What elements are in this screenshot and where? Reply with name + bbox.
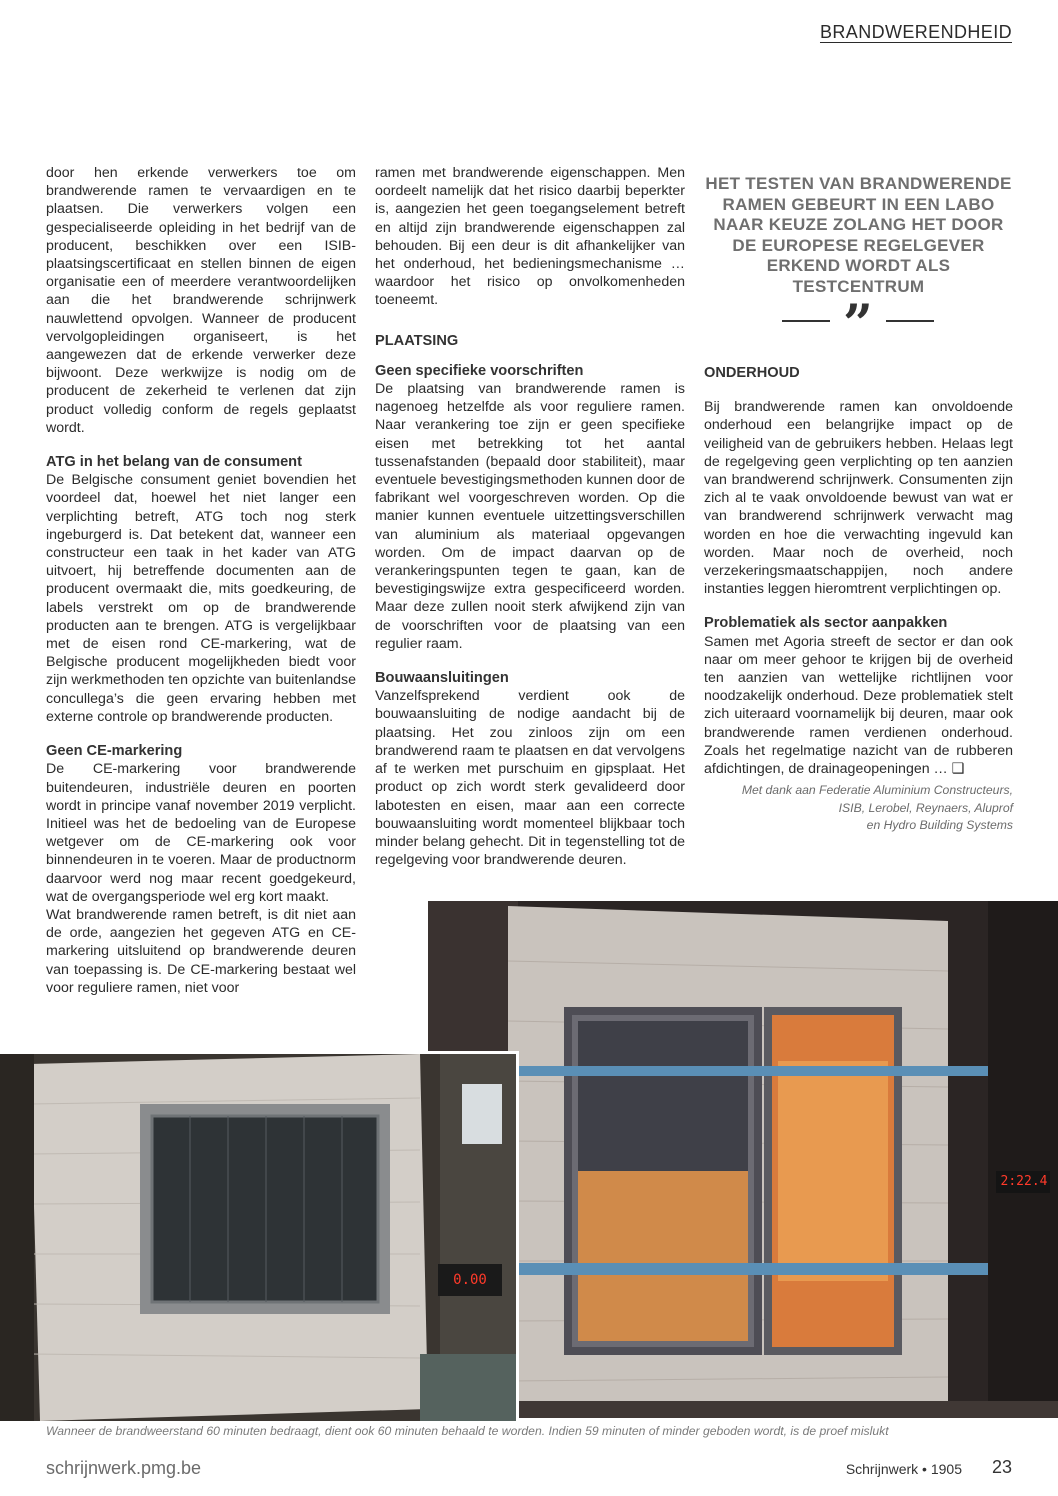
atg-heading: ATG in het belang van de consument	[46, 454, 302, 471]
quote-rule-right	[886, 320, 934, 322]
credits-line-3: en Hydro Building Systems	[866, 818, 1013, 833]
quote-rule-left	[782, 320, 830, 322]
photo-caption: Wanneer de brandweerstand 60 minuten bedraagt, dient ook 60 minuten behaald te worden. Indien 59 minuten of minder geboden wordt, is de proef mislukt	[46, 1424, 889, 1438]
onderhoud-heading: ONDERHOUD	[704, 365, 800, 381]
timer-right: 2:22.4	[1000, 1174, 1048, 1189]
section-tag: BRANDWERENDHEID	[819, 22, 1012, 42]
atg-text: De Belgische consument geniet bovendien het voordeel dat, hoewel het niet langer een verplichting betreft, ATG toch nog sterk ingeburgerd is. Dat betekent dat, wanneer een constructeur een taak in het kader van ATG uitvoert, hij betreffende documenten aan de producent overmaakt die, mits goedkeuring, de labels verstrekt om op de brandwerende producten aan te brengen. ATG is vergelijkbaar met de eisen rond CE-markering, wat de Belgische producent mogelijkheden biedt voor zijn werkmethoden ten opzichte van buitenlandse concullega’s die geen ervaring hebben met externe controle op brandwerende producten.	[46, 472, 356, 725]
page-number: 23	[991, 1457, 1012, 1477]
sector-heading: Problematiek als sector aanpakken	[704, 615, 948, 632]
credits	[704, 782, 1013, 835]
voorschriften-text: De plaatsing van brandwerende ramen is nagenoeg hetzelfde als voor reguliere ramen. Naar verankering toe zijn er geen specifieke eisen met betrekking tot het aantal tussenafstanden (bepaald door stabiliteit), maar eventuele bevestigingsmethoden kunnen door de fabrikant wel voorgeschreven worden. Op die manier kunnen eventuele uitzettingsverschillen van aluminium als materiaal opgevangen worden. Om de impact daarvan op de verankeringspunten tegen te gaan, kan de bevestigingswijze extra gespecificeerd worden. Maar deze zullen nooit sterk afwijkend zijn van de voorschriften voor de plaatsing van een regulier raam.	[375, 381, 685, 652]
sector-text: Samen met Agoria streeft de sector er dan ook naar om meer gehoor te krijgen bij de overheid ten aanzien van wettelijke richtlijnen voor noodzakelijk onderhoud. Deze problematiek stelt zich uiteraard voornamelijk bij deuren, maar ook brandwerende ramen verdienen onderhoud. Zoals het regelmatige nazicht van de rubberen afdichtingen, de drainageopeningen … ❑	[704, 633, 1013, 778]
col2-intro: ramen met brandwerende eigenschappen. Men oordeelt namelijk dat het risico daarbij beperkter is, aangezien het geen toegangselement betreft en altijd zijn brandwerende eigenschappen zal behouden. Bij een deur is dit afhankelijker van het onderhoud, het bedieningsmechanisme … waardoor het risico op onvolkomenheden toeneemt.	[375, 165, 685, 309]
photo-right-illustration	[428, 901, 1058, 1418]
credits-line-2: ISIB, Lerobel, Reynaers, Aluprof	[838, 800, 1013, 815]
bouwaansluitingen-text: Vanzelfsprekend verdient ook de bouwaansluiting de nodige aandacht bij de plaatsing. Het zou zinloos zijn om een brandwerend raam te plaatsen en dat vervolgens af te werken met purschuim en gipsplaat. Het product op zich wordt sterk gevalideerd door labotesten en eisen, maar aan een correcte bouwaansluiting wordt momenteel blijkbaar toch minder belang gehecht. Dit in tegenstelling tot de regelgeving voor brandwerende deuren.	[375, 688, 685, 869]
onderhoud-text: Bij brandwerende ramen kan onvoldoende onderhoud een belangrijke impact op de veiligheid van de gebruikers hebben. Helaas legt de regelgeving geen verplichting op ten aanzien van brandwerend schrijnwerk. Consumenten zijn zich al te vaak onvoldoende bewust van wat er van brandwerend schrijnwerk verwacht mag worden en hoe die verwachting ingevuld kan worden. Maar noch de overheid, noch verzekeringsmaatschappijen, noch andere instanties leggen hieromtrent verplichtingen op.	[704, 399, 1013, 598]
timer-left: 0.00	[453, 1272, 487, 1288]
col1-intro: door hen erkende verwerkers toe om brandwerende ramen te vervaardigen en te plaatsen. Die verwerkers volgen een gespecialiseerde opleiding in het bedrijf van de producent, beschikken over een ISIB-plaatsingscertificaat en stellen binnen de eigen organisatie een of meerdere verantwoordelijken aan die het brandwerende schrijnwerk nauwlettend opvolgen. Wanneer de producent vervolgopleidingen organiseert, is het aangewezen dat de erkende verwerker deze bijwoont. Deze werkwijze is nodig om de producent de zekerheid te verlenen dat zijn product volledig conform de regels geplaatst wordt.	[46, 165, 356, 436]
photo-fire-test-left	[0, 1051, 519, 1421]
quote-mark	[782, 294, 934, 355]
credits-line-1: Met dank aan Federatie Aluminium Constructeurs,	[741, 783, 1013, 798]
bouwaansluitingen-heading: Bouwaansluitingen	[375, 670, 509, 687]
footer-url[interactable]: schrijnwerk.pmg.be	[46, 1458, 202, 1478]
ce-heading: Geen CE-markering	[46, 743, 183, 760]
quote-mark-icon: ”	[843, 294, 873, 355]
pull-quote: HET TESTEN VAN BRANDWERENDE RAMEN GEBEURT IN EEN LABO NAAR KEUZE ZOLANG HET DOOR DE EUROPESE REGELGEVER ERKEND WORDT ALS TESTCENTRUM	[705, 174, 1012, 296]
photo-fire-test-right	[428, 901, 1058, 1418]
column-2	[375, 164, 685, 869]
ce-text-2: Wat brandwerende ramen betreft, is dit niet aan de orde, aangezien het gegeven ATG en CE-markering uitsluitend op brandwerende deuren van toepassing is. De CE-markering bestaat wel voor reguliere ramen, niet voor	[46, 906, 356, 996]
ce-text-1: De CE-markering voor brandwerende buitendeuren, industriële deuren en poorten wordt in principe vanaf november 2019 verplicht. Initieel was het de bedoeling van de Europese wetgever om de CE-markering ook voor binnendeuren in te voeren. Maar de productnorm daarvoor werd nog maar recent goedgekeurd, wat de overgangsperiode wel erg kort maakt.	[46, 761, 356, 905]
column-3	[704, 364, 1013, 835]
plaatsing-heading: PLAATSING	[375, 332, 459, 349]
footer-magazine: Schrijnwerk • 1905	[845, 1461, 962, 1477]
voorschriften-heading: Geen specifieke voorschriften	[375, 362, 584, 379]
photo-left-illustration	[0, 1054, 516, 1421]
column-1	[46, 164, 356, 997]
